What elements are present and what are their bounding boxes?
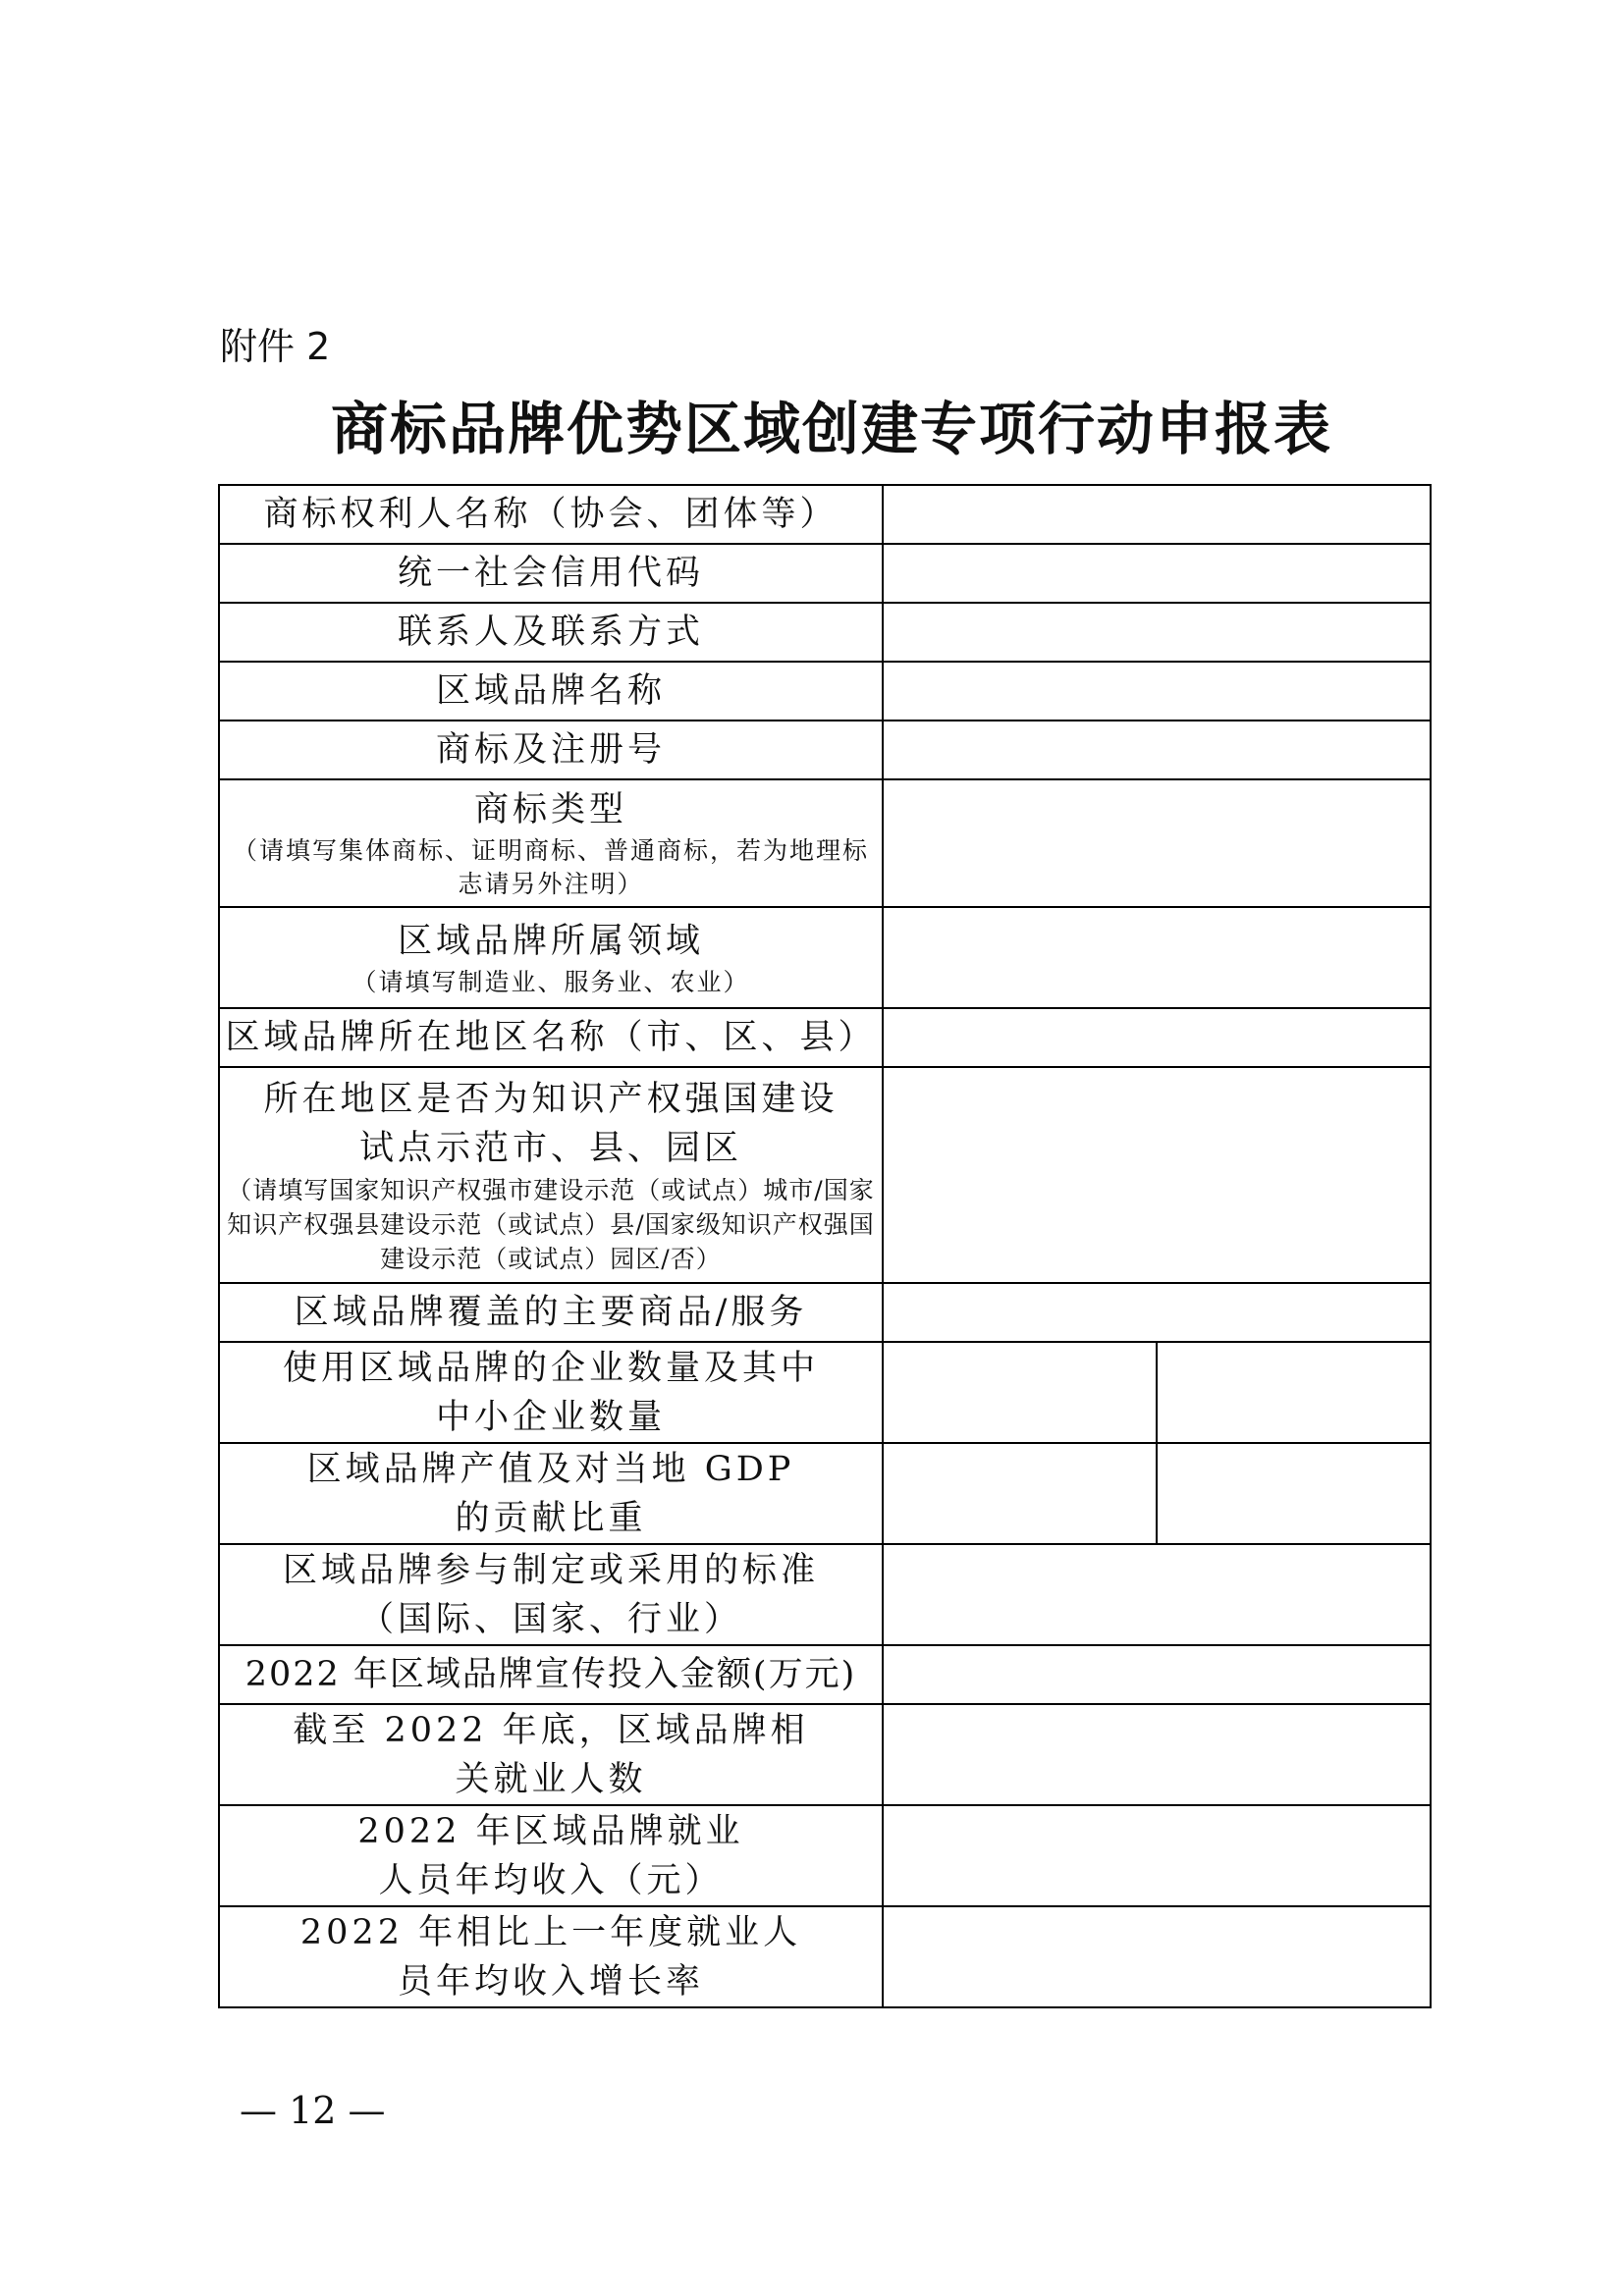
table-row	[219, 779, 1431, 907]
field-sme-count[interactable]	[1157, 1342, 1431, 1443]
trademark-type-note: （请填写集体商标、证明商标、普通商标，若为地理标志请另外注明）	[232, 836, 869, 898]
attachment-label: 附件 2	[220, 325, 331, 368]
table-row	[219, 1704, 1431, 1805]
label-brand-name: 区域品牌名称	[219, 662, 883, 721]
label-income-growth: 2022 年相比上一年度就业人员年均收入增长率	[219, 1906, 883, 2007]
field-average-income[interactable]	[883, 1805, 1431, 1906]
label-brand-field: 区域品牌所属领域 （请填写制造业、服务业、农业）	[219, 907, 883, 1008]
table-row	[219, 485, 1431, 544]
table-row	[219, 1544, 1431, 1645]
brand-field-note: （请填写制造业、服务业、农业）	[352, 967, 750, 996]
field-gdp-share[interactable]	[1157, 1443, 1431, 1544]
label-contact: 联系人及联系方式	[219, 603, 883, 662]
table-row	[219, 721, 1431, 779]
field-brand-field[interactable]	[883, 907, 1431, 1008]
label-goods-services: 区域品牌覆盖的主要商品/服务	[219, 1283, 883, 1342]
field-output-value[interactable]	[883, 1443, 1157, 1544]
table-row	[219, 603, 1431, 662]
label-average-income: 2022 年区域品牌就业人员年均收入（元）	[219, 1805, 883, 1906]
label-trademark-reg-no: 商标及注册号	[219, 721, 883, 779]
application-form-table	[218, 484, 1432, 2008]
field-employment[interactable]	[883, 1704, 1431, 1805]
table-row	[219, 1443, 1431, 1544]
page-title: 商标品牌优势区域创建专项行动申报表	[330, 396, 1332, 462]
field-credit-code[interactable]	[883, 544, 1431, 603]
table-row	[219, 1645, 1431, 1704]
field-goods-services[interactable]	[883, 1283, 1431, 1342]
field-contact[interactable]	[883, 603, 1431, 662]
table-row	[219, 1283, 1431, 1342]
label-output-gdp: 区域品牌产值及对当地 GDP 的贡献比重	[219, 1443, 883, 1544]
table-row	[219, 662, 1431, 721]
field-trademark-owner[interactable]	[883, 485, 1431, 544]
label-employment: 截至 2022 年底，区域品牌相关就业人数	[219, 1704, 883, 1805]
table-row	[219, 1342, 1431, 1443]
label-trademark-type: 商标类型 （请填写集体商标、证明商标、普通商标，若为地理标志请另外注明）	[219, 779, 883, 907]
label-trademark-owner: 商标权利人名称（协会、团体等）	[219, 485, 883, 544]
field-trademark-reg-no[interactable]	[883, 721, 1431, 779]
pilot-demo-note: （请填写国家知识产权强市建设示范（或试点）城市/国家知识产权强县建设示范（或试点）县/国家级知识产权强国建设示范（或试点）园区/否）	[227, 1175, 875, 1273]
table-row	[219, 1906, 1431, 2007]
table-row	[219, 1805, 1431, 1906]
field-standards[interactable]	[883, 1544, 1431, 1645]
table-row	[219, 544, 1431, 603]
field-trademark-type[interactable]	[883, 779, 1431, 907]
field-region-name[interactable]	[883, 1008, 1431, 1067]
field-promotion-investment[interactable]	[883, 1645, 1431, 1704]
table-row	[219, 1008, 1431, 1067]
label-standards: 区域品牌参与制定或采用的标准（国际、国家、行业）	[219, 1544, 883, 1645]
label-region-name: 区域品牌所在地区名称（市、区、县）	[219, 1008, 883, 1067]
label-credit-code: 统一社会信用代码	[219, 544, 883, 603]
label-promotion-investment: 2022 年区域品牌宣传投入金额(万元)	[219, 1645, 883, 1704]
table-row	[219, 1067, 1431, 1283]
table-row	[219, 907, 1431, 1008]
field-brand-name[interactable]	[883, 662, 1431, 721]
label-pilot-demo: 所在地区是否为知识产权强国建设试点示范市、县、园区 （请填写国家知识产权强市建设示范（或试点）城市/国家知识产权强县建设示范（或试点）县/国家级知识产权强国建设示范（或试点）园区/否）	[219, 1067, 883, 1283]
field-enterprise-count[interactable]	[883, 1342, 1157, 1443]
field-pilot-demo[interactable]	[883, 1067, 1431, 1283]
field-income-growth[interactable]	[883, 1906, 1431, 2007]
page-number: — 12 —	[240, 2089, 386, 2132]
label-enterprise-count: 使用区域品牌的企业数量及其中中小企业数量	[219, 1342, 883, 1443]
